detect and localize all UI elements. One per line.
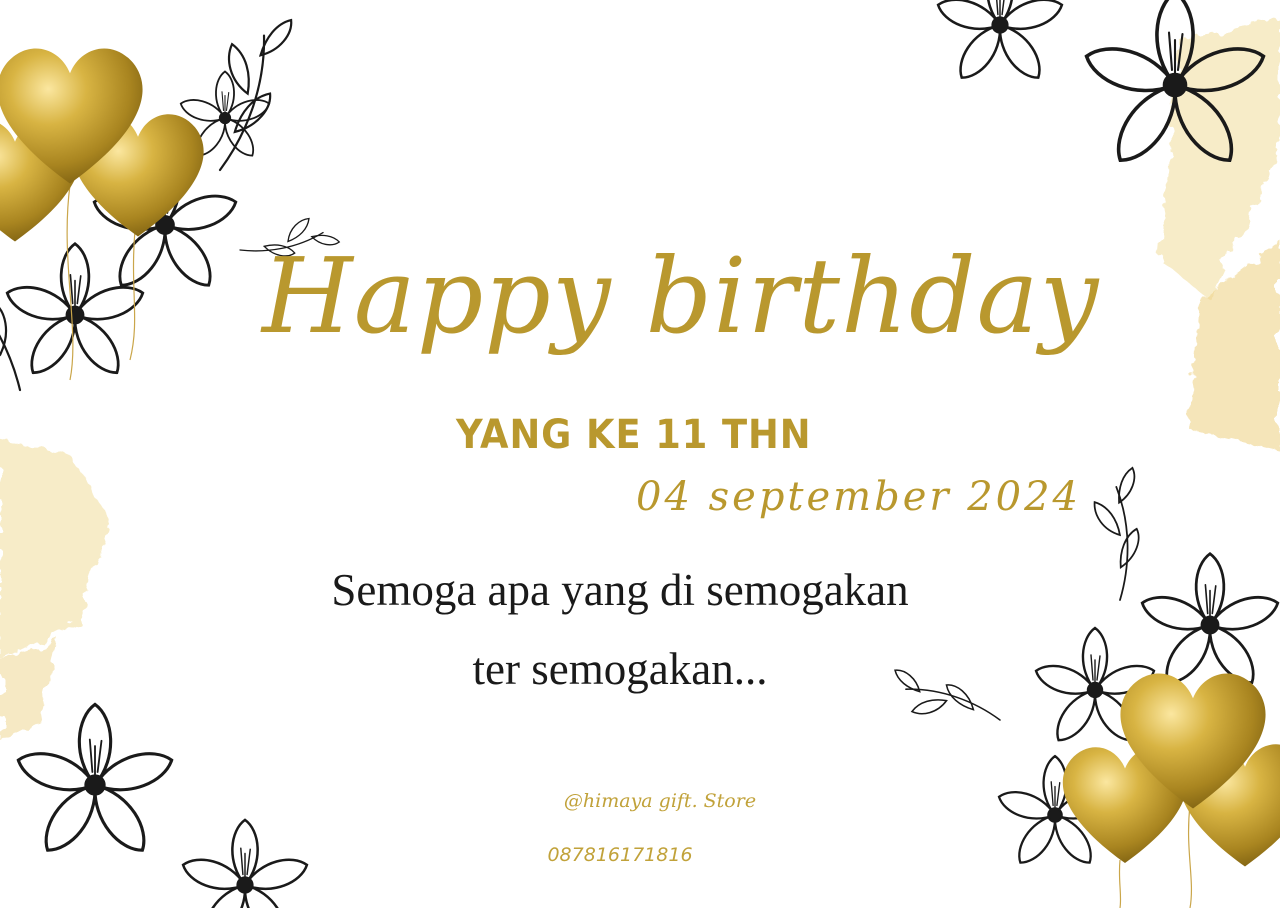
birthday-wish <box>190 565 1050 694</box>
store-handle: @himaya gift. Store <box>563 790 757 812</box>
store-phone: 087816171816 <box>547 844 693 866</box>
age-subtitle: YANG KE 11 THN <box>456 412 812 458</box>
wish-line-2: ter semogakan... <box>472 644 768 694</box>
birthday-date: 04 september 2024 <box>636 474 1082 520</box>
wish-line-1: Semoga apa yang di semogakan <box>331 565 909 615</box>
card-title: Happy birthday <box>262 235 1100 357</box>
